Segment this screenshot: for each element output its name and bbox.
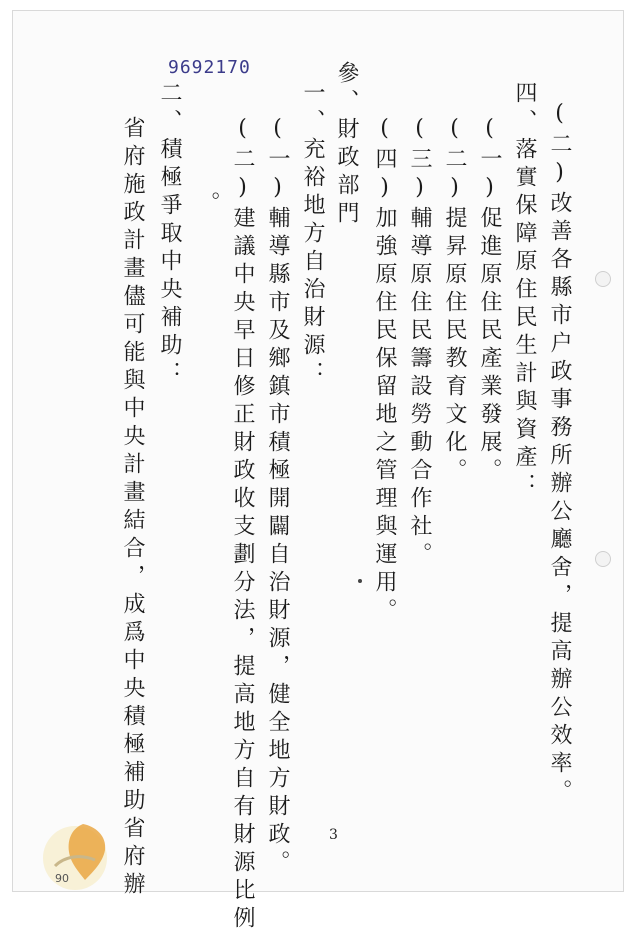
document-number: 9692170: [168, 57, 251, 78]
document-page: [12, 10, 624, 934]
archive-logo-icon: [35, 806, 135, 896]
text-column-13: 省府施政計畫儘可能與中央計畫結合，成爲中央積極補助省府辦: [120, 116, 145, 900]
text-column-3: (一)促進原住民產業發展。: [477, 116, 502, 486]
page-number: 3: [329, 827, 338, 843]
svg-text:90: 90: [55, 872, 69, 885]
punch-hole: [595, 271, 611, 287]
text-column-10: (二)建議中央早日修正財政收支劃分法，提高地方自有財源比例: [230, 116, 255, 934]
section-heading-finance: 參、財政部門: [334, 61, 359, 229]
punch-hole: [595, 551, 611, 567]
text-column-5: (三)輔導原住民籌設勞動合作社。: [407, 116, 432, 570]
text-column-1: (二)改善各縣市户政事務所辦公廳舍，提高辦公效率。: [547, 101, 572, 807]
speck: [358, 579, 362, 583]
text-column-6: (四)加強原住民保留地之管理與運用。: [372, 116, 397, 626]
text-column-8: 一、充裕地方自治財源：: [300, 81, 325, 389]
text-column-12: 二、積極爭取中央補助：: [157, 81, 182, 389]
text-column-9: (一)輔導縣市及鄉鎮市積極開闢自治財源，健全地方財政。: [265, 116, 290, 878]
text-column-4: (二)提昇原住民教育文化。: [442, 116, 467, 486]
text-column-2: 四、落實保障原住民生計與資產：: [512, 81, 537, 501]
text-column-11: 。: [195, 191, 220, 219]
